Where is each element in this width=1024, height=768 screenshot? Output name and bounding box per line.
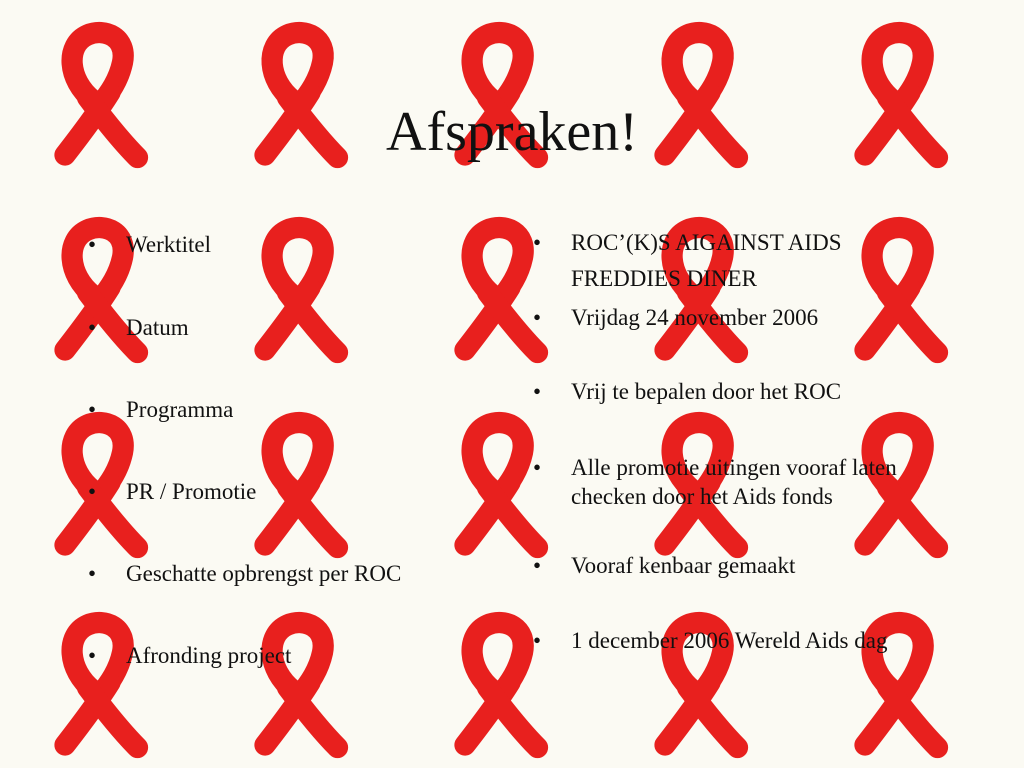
bullet-icon: •	[533, 379, 542, 404]
bullet-icon: •	[533, 305, 542, 330]
bullet-icon: •	[88, 232, 97, 257]
bullet-icon: •	[88, 561, 97, 586]
list-item-text: ROC’(K)S AIGAINST AIDS	[571, 230, 842, 255]
list-item-text: 1 december 2006 Wereld Aids dag	[571, 628, 888, 653]
red-ribbon-icon	[465, 228, 538, 353]
bullet-icon: •	[88, 397, 97, 422]
bullet-icon: •	[533, 628, 542, 653]
list-item-text: Alle promotie uitingen vooraf laten checken door het Aids fonds	[571, 455, 897, 509]
bullet-icon: •	[88, 315, 97, 340]
red-ribbon-icon	[265, 228, 338, 353]
list-item	[533, 303, 818, 332]
list-item	[533, 228, 842, 257]
list-item-text: FREDDIES DINER	[571, 266, 757, 291]
list-item	[533, 264, 757, 293]
red-ribbon-icon	[265, 423, 338, 548]
list-item	[88, 313, 189, 342]
list-item	[88, 559, 401, 588]
list-item	[88, 641, 291, 670]
list-item-text: Vrij te bepalen door het ROC	[571, 379, 842, 404]
bullet-icon: •	[88, 643, 97, 668]
red-ribbon-icon	[865, 228, 938, 353]
page-title: Afspraken!	[386, 101, 638, 163]
list-item-text: Datum	[126, 315, 189, 340]
red-ribbon-icon	[465, 623, 538, 748]
list-item-text: PR / Promotie	[126, 479, 257, 504]
list-item-text: Vrijdag 24 november 2006	[571, 305, 819, 330]
list-item	[88, 230, 211, 259]
list-item	[533, 551, 795, 580]
bullet-icon: •	[533, 553, 542, 578]
bullet-icon: •	[88, 479, 97, 504]
list-item-text: Afronding project	[126, 643, 292, 668]
list-item-text: Werktitel	[126, 232, 212, 257]
list-item	[533, 377, 841, 406]
list-item-text: Programma	[126, 397, 234, 422]
list-item-text: Geschatte opbrengst per ROC	[126, 561, 402, 586]
red-ribbon-icon	[465, 423, 538, 548]
list-item	[533, 453, 913, 511]
bullet-icon: •	[533, 455, 542, 480]
list-item-text: Vooraf kenbaar gemaakt	[571, 553, 796, 578]
bullet-icon: •	[533, 230, 542, 255]
list-item	[88, 395, 233, 424]
list-item	[533, 626, 887, 655]
list-item	[88, 477, 256, 506]
